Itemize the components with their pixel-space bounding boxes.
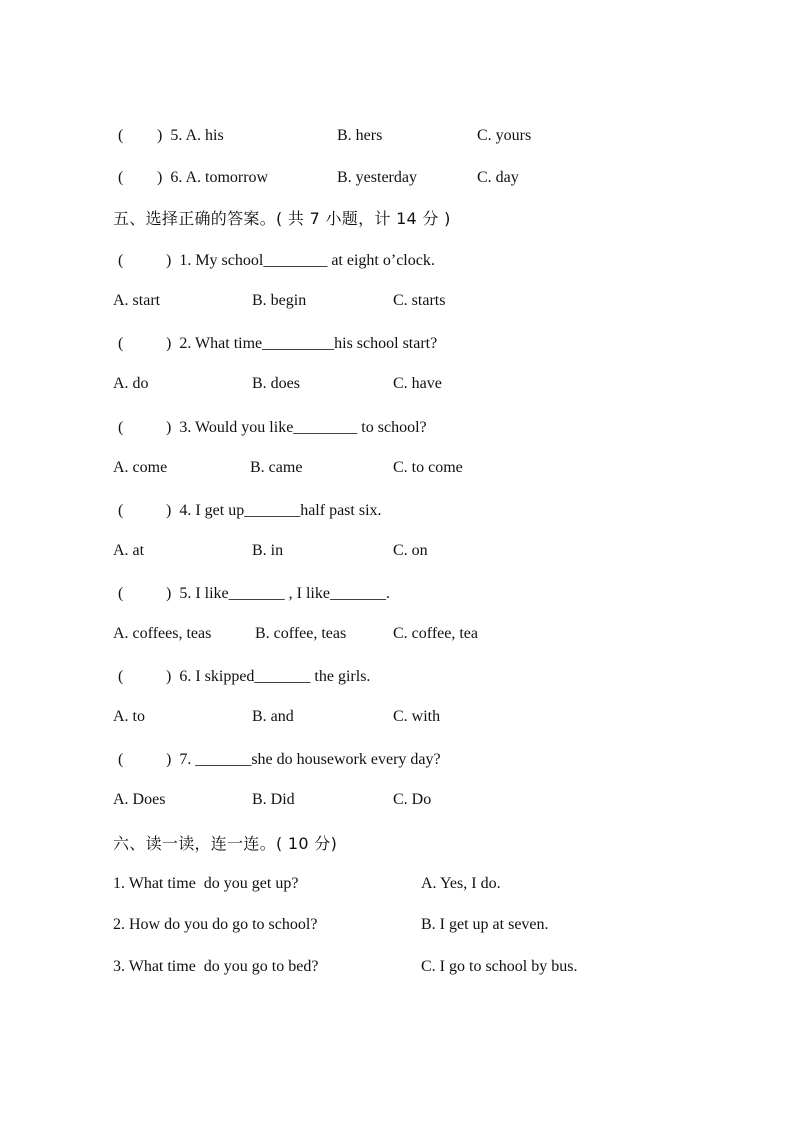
question-text: ) 7. _______she do housework every day? — [166, 751, 441, 768]
answer-paren: ( — [118, 169, 124, 186]
option-c: C. yours — [477, 127, 532, 144]
option-a: A. at — [113, 542, 145, 559]
top-option-row-5 — [0, 125, 794, 147]
option-c: C. on — [393, 542, 428, 559]
option-c: C. day — [477, 169, 519, 186]
option-b: B. hers — [337, 127, 383, 144]
options-2 — [0, 373, 794, 395]
option-b: B. begin — [252, 292, 307, 309]
option-b: B. Did — [252, 791, 295, 808]
question-3 — [0, 417, 794, 439]
question-text: ) 5. I like_______ , I like_______. — [166, 585, 390, 602]
option-b: B. and — [252, 708, 294, 725]
option-c: C. Do — [393, 791, 432, 808]
match-row-1 — [0, 873, 794, 895]
question-text: ) 6. I skipped_______ the girls. — [166, 668, 371, 685]
option-a: A. Does — [113, 791, 166, 808]
match-question: 1. What time do you get up? — [113, 875, 299, 892]
answer-paren: ( — [118, 419, 124, 436]
question-1 — [0, 250, 794, 272]
options-5 — [0, 623, 794, 645]
answer-paren: ( — [118, 252, 124, 269]
match-answer: A. Yes, I do. — [421, 875, 501, 892]
option-a: ) 5. A. his — [157, 127, 224, 144]
match-question: 2. How do you do go to school? — [113, 916, 318, 933]
question-5 — [0, 583, 794, 605]
option-b: B. does — [252, 375, 300, 392]
match-answer: B. I get up at seven. — [421, 916, 549, 933]
top-option-row-6 — [0, 167, 794, 189]
answer-paren: ( — [118, 585, 124, 602]
option-a: A. to — [113, 708, 145, 725]
question-text: ) 3. Would you like________ to school? — [166, 419, 427, 436]
section-heading: 五、选择正确的答案。( 共 7 小题，计 14 分 ) — [113, 209, 451, 228]
question-4 — [0, 500, 794, 522]
options-1 — [0, 290, 794, 312]
answer-paren: ( — [118, 751, 124, 768]
match-row-3 — [0, 956, 794, 978]
section6-heading-line — [0, 833, 794, 855]
options-7 — [0, 789, 794, 811]
answer-paren: ( — [118, 668, 124, 685]
option-c: C. coffee, tea — [393, 625, 478, 642]
option-a: A. coffees, teas — [113, 625, 212, 642]
answer-paren: ( — [118, 502, 124, 519]
match-question: 3. What time do you go to bed? — [113, 958, 319, 975]
match-row-2 — [0, 914, 794, 936]
options-4 — [0, 540, 794, 562]
question-6 — [0, 666, 794, 688]
question-text: ) 1. My school________ at eight o’clock. — [166, 252, 435, 269]
option-b: B. yesterday — [337, 169, 417, 186]
option-a: A. come — [113, 459, 168, 476]
question-text: ) 4. I get up_______half past six. — [166, 502, 382, 519]
section-heading: 六、读一读，连一连。( 10 分) — [113, 834, 338, 853]
answer-paren: ( — [118, 335, 124, 352]
option-c: C. to come — [393, 459, 463, 476]
question-text: ) 2. What time_________his school start? — [166, 335, 438, 352]
question-7 — [0, 749, 794, 771]
option-c: C. with — [393, 708, 441, 725]
match-answer: C. I go to school by bus. — [421, 958, 578, 975]
section5-heading-line — [0, 208, 794, 230]
option-b: B. coffee, teas — [255, 625, 347, 642]
options-6 — [0, 706, 794, 728]
option-a: A. do — [113, 375, 149, 392]
option-c: C. starts — [393, 292, 446, 309]
option-c: C. have — [393, 375, 442, 392]
option-b: B. in — [252, 542, 284, 559]
answer-paren: ( — [118, 127, 124, 144]
options-3 — [0, 457, 794, 479]
option-b: B. came — [250, 459, 303, 476]
option-a: A. start — [113, 292, 161, 309]
option-a: ) 6. A. tomorrow — [157, 169, 269, 186]
question-2 — [0, 333, 794, 355]
